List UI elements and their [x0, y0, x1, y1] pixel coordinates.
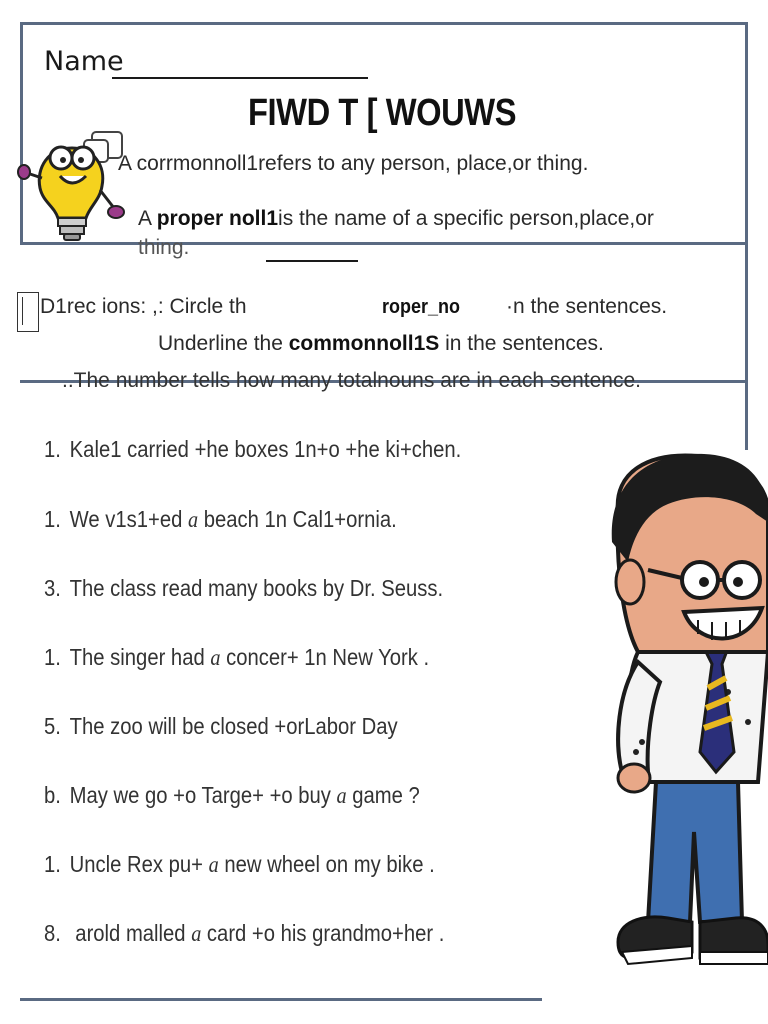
sentence-article: a — [336, 783, 347, 808]
sentence-text-rest: new wheel on my bike . — [218, 851, 435, 877]
name-label: Name — [44, 46, 124, 77]
sentence-number: 8. — [44, 920, 61, 946]
sentence-text: The singer had — [69, 644, 211, 670]
boy-mascot-icon — [608, 452, 768, 1004]
sentence-item — [44, 644, 429, 671]
sentence-article: a — [210, 645, 221, 670]
proper-noun-definition: A proper noll1is the name of a specific person,place,or — [138, 207, 654, 230]
sentence-item — [44, 436, 461, 463]
blank-line — [266, 260, 358, 262]
directions-proper-term: roper_no — [382, 296, 461, 318]
sentence-text-rest: card +o his grandmo+her . — [201, 920, 445, 946]
sentence-number: 1. — [44, 644, 61, 670]
sentence-item — [44, 920, 444, 947]
directions-circle-end: ·n the sentences. — [506, 295, 668, 318]
sentence-number: 3. — [44, 575, 61, 601]
directions-count: ..The number tells how many totalnouns are in each sentence. — [62, 369, 641, 392]
sentence-text-rest: game ? — [346, 782, 420, 808]
bottom-rule — [20, 998, 542, 1001]
common-noun-definition: A corrmonnoll1refers to any person, place,or thing. — [118, 152, 589, 175]
sentence-item — [44, 851, 435, 878]
sentence-number: 5. — [44, 713, 61, 739]
sentence-number: 1. — [44, 506, 61, 532]
sentence-text-rest: concer+ 1n New York . — [220, 644, 430, 670]
page-title: FIWD T [ WOUWS — [248, 92, 517, 134]
sentence-text: Uncle Rex pu+ — [69, 851, 209, 877]
sentence-item — [44, 782, 420, 809]
sentence-text-rest: beach 1n Cal1+ornia. — [198, 506, 397, 532]
frame-right-lower — [745, 242, 748, 450]
sentence-article: a — [191, 921, 202, 946]
sentence-item — [44, 713, 398, 740]
proper-noun-definition-wrap: thing. — [138, 236, 190, 259]
name-input-line[interactable] — [112, 77, 368, 79]
sentence-item — [44, 575, 443, 602]
sentence-text: arold malled — [69, 920, 192, 946]
proper-noun-term: proper noll1 — [156, 207, 279, 230]
sentence-number: b. — [44, 782, 61, 808]
sentence-text: Kale1 carried +he boxes 1n+o +he ki+chen. — [69, 436, 462, 462]
sentence-text: The zoo will be closed +orLabor Day — [69, 713, 398, 739]
checkbox[interactable] — [17, 292, 39, 332]
directions-underline: Underline the commonnoll1S in the sentences. — [158, 332, 604, 355]
frame-top — [20, 22, 748, 25]
frame-right-upper — [745, 22, 748, 245]
sentence-item — [44, 506, 397, 533]
sentence-text: We v1s1+ed — [69, 506, 189, 532]
sentence-article: a — [188, 507, 199, 532]
lightbulb-mascot-icon — [14, 128, 132, 243]
directions-circle: D1rec ions: ,: Circle th — [40, 295, 247, 318]
sentence-text: The class read many books by Dr. Seuss. — [69, 575, 444, 601]
sentence-article: a — [208, 852, 219, 877]
sentence-text: May we go +o Targe+ +o buy — [69, 782, 337, 808]
sentence-number: 1. — [44, 851, 61, 877]
sentence-number: 1. — [44, 436, 61, 462]
